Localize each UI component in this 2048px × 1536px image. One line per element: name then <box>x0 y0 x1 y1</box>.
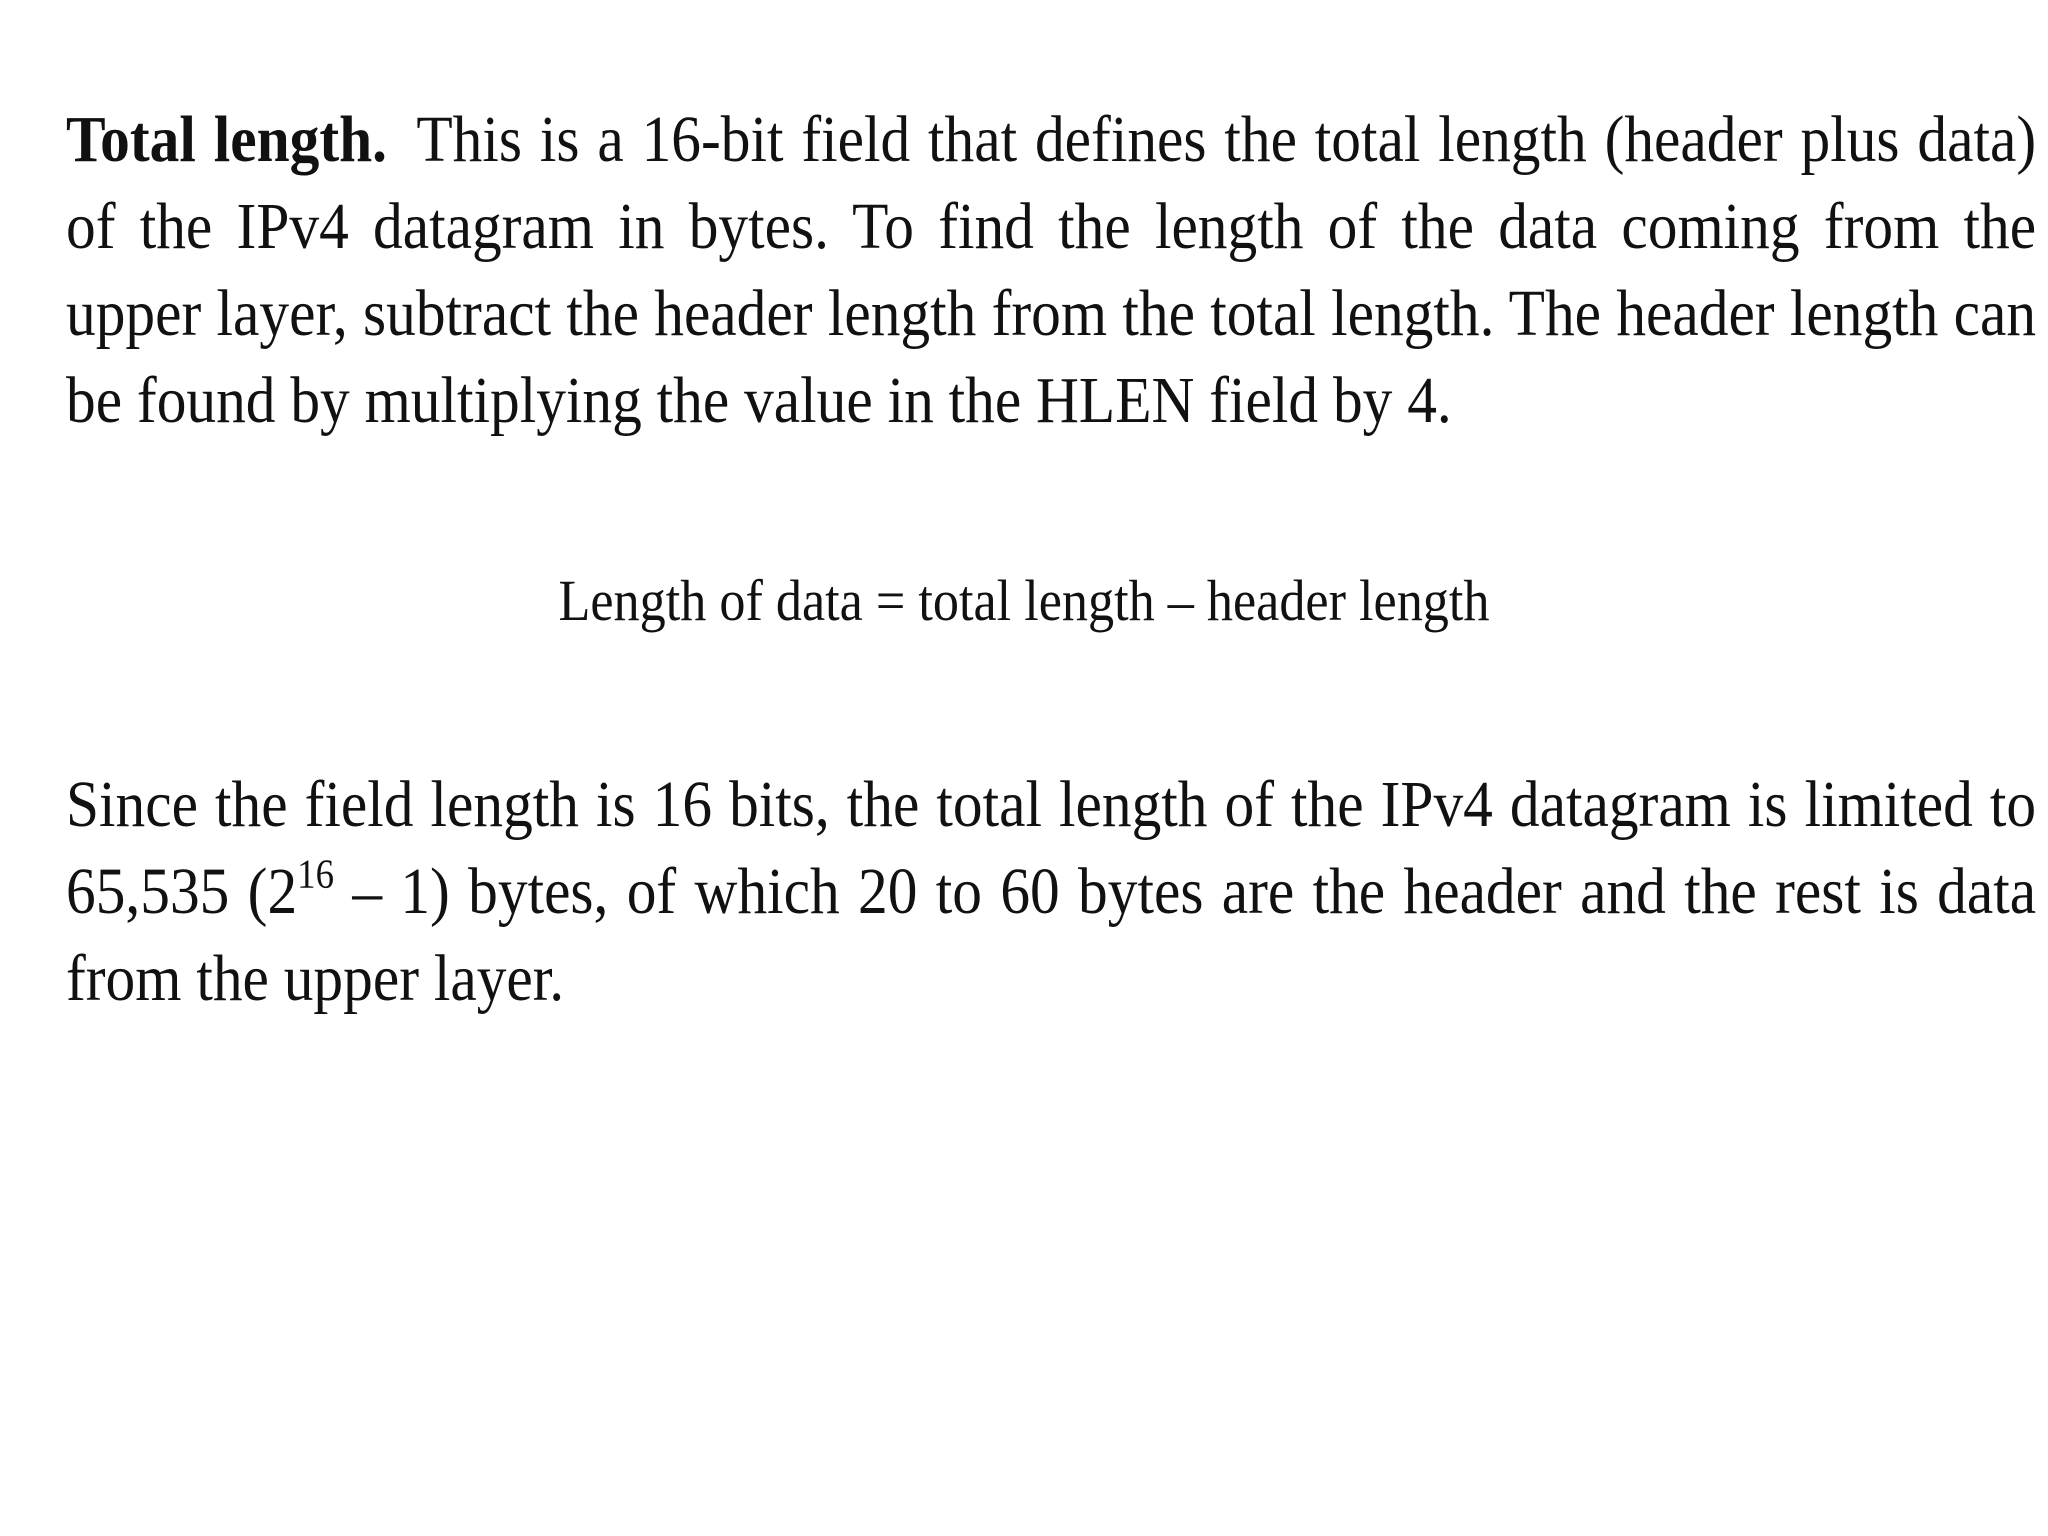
datagram-limit-text-end: – 1) bytes, of which 20 to 60 bytes are the header and the rest is data from the upper layer. <box>66 855 2037 1015</box>
datagram-limit-paragraph <box>66 761 2036 1022</box>
power-exponent: 16 <box>297 851 334 897</box>
total-length-description: This is a 16-bit field that defines the total length (header plus data) of the IPv4 datagram in bytes. To find the length of the data coming from the upper layer, subtract the header length from the total length. The header length can be found by multiplying the value in the HLEN field by 4. <box>66 103 2037 437</box>
datagram-limit-text-start: Since the field length is 16 bits, the total length of the IPv4 datagram is limited to 65,535 (2 <box>66 768 2037 928</box>
total-length-heading: Total length. <box>66 103 387 176</box>
data-length-formula: Length of data = total length – header length <box>558 568 1490 633</box>
total-length-paragraph <box>66 96 2036 444</box>
